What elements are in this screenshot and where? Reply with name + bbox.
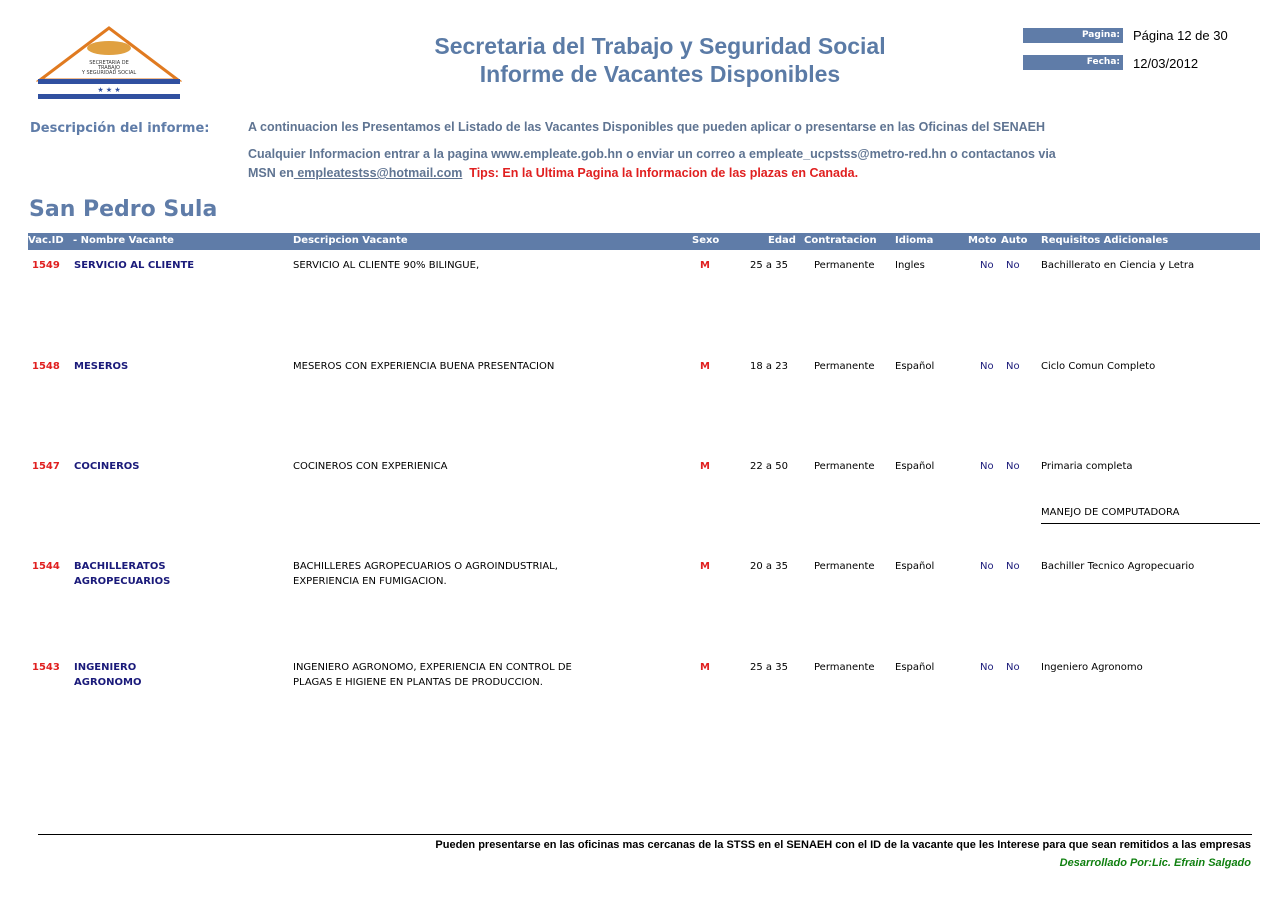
cell-auto: No	[1006, 561, 1020, 572]
table-header	[28, 233, 1260, 250]
col-name: - Nombre Vacante	[73, 235, 174, 246]
cell-contratacion: Permanente	[814, 461, 875, 472]
fecha-label: Fecha:	[1023, 55, 1123, 70]
pagina-value: Página 12 de 30	[1133, 28, 1228, 43]
cell-name: SERVICIO AL CLIENTE	[74, 260, 195, 271]
cell-req: Ingeniero Agronomo	[1041, 662, 1143, 673]
footer-divider	[38, 834, 1252, 835]
report-title: Secretaria del Trabajo y Seguridad Social	[434, 33, 886, 59]
cell-auto: No	[1006, 662, 1020, 673]
cell-contratacion: Permanente	[814, 361, 875, 372]
cell-req-extra: MANEJO DE COMPUTADORA	[1041, 505, 1260, 524]
cell-sexo: M	[700, 561, 710, 572]
city-heading: San Pedro Sula	[29, 197, 218, 222]
cell-req: Bachiller Tecnico Agropecuario	[1041, 561, 1195, 572]
email-link[interactable]: empleatestss@hotmail.com	[293, 166, 463, 180]
fecha-value: 12/03/2012	[1133, 56, 1199, 71]
cell-req: Primaria completa	[1041, 461, 1133, 472]
svg-text:Y SEGURIDAD SOCIAL: Y SEGURIDAD SOCIAL	[81, 70, 137, 76]
tips-text: Tips: En la Ultima Pagina la Informacion de las plazas en Canada.	[469, 166, 859, 180]
cell-idioma: Español	[895, 461, 935, 472]
cell-contratacion: Permanente	[814, 260, 875, 271]
msn-prefix: MSN en	[248, 166, 294, 180]
cell-id: 1543	[32, 662, 60, 673]
description-line1: A continuacion les Presentamos el Listado de las Vacantes Disponibles que pueden aplicar o presentarse en las Oficinas del SENAEH	[248, 120, 1046, 134]
logo	[36, 26, 182, 102]
cell-moto: No	[980, 361, 994, 372]
cell-name: BACHILLERATOS AGROPECUARIOS	[74, 561, 171, 587]
col-idioma: Idioma	[895, 235, 934, 246]
cell-auto: No	[1006, 260, 1020, 271]
table-row	[0, 258, 1280, 348]
cell-desc: INGENIERO AGRONOMO, EXPERIENCIA EN CONTROL DE PLAGAS E HIGIENE EN PLANTAS DE PRODUCCION.	[293, 662, 572, 688]
col-auto: Auto	[1001, 235, 1028, 246]
cell-desc: SERVICIO AL CLIENTE 90% BILINGUE,	[293, 260, 480, 271]
description-line2: Cualquier Informacion entrar a la pagina www.empleate.gob.hn o enviar un correo a empleate_ucpstss@metro-red.hn o contactanos via	[248, 147, 1056, 161]
description-line3	[248, 166, 858, 180]
cell-idioma: Español	[895, 361, 935, 372]
cell-desc: COCINEROS CON EXPERIENICA	[293, 461, 448, 472]
svg-text:TRABAJO: TRABAJO	[97, 65, 121, 71]
cell-sexo: M	[700, 662, 710, 673]
cell-desc: BACHILLERES AGROPECUARIOS O AGROINDUSTRIAL, EXPERIENCIA EN FUMIGACION.	[293, 561, 558, 587]
cell-contratacion: Permanente	[814, 662, 875, 673]
cell-auto: No	[1006, 461, 1020, 472]
cell-edad: 25 a 35	[750, 260, 788, 271]
cell-auto: No	[1006, 361, 1020, 372]
cell-sexo: M	[700, 260, 710, 271]
cell-desc: MESEROS CON EXPERIENCIA BUENA PRESENTACION	[293, 361, 555, 372]
description-label: Descripción del informe:	[30, 121, 210, 136]
col-moto: Moto	[968, 235, 997, 246]
col-id: Vac.ID	[28, 235, 64, 246]
table-row	[0, 660, 1280, 750]
svg-text:★ ★ ★: ★ ★ ★	[97, 86, 121, 94]
cell-name: INGENIERO AGRONOMO	[74, 662, 142, 688]
cell-edad: 25 a 35	[750, 662, 788, 673]
cell-id: 1549	[32, 260, 60, 271]
cell-contratacion: Permanente	[814, 561, 875, 572]
table-row	[0, 459, 1280, 549]
col-req: Requisitos Adicionales	[1041, 235, 1169, 246]
footer-credit: Desarrollado Por:Lic. Efrain Salgado	[1059, 857, 1251, 869]
cell-edad: 18 a 23	[750, 361, 788, 372]
cell-id: 1548	[32, 361, 60, 372]
cell-edad: 20 a 35	[750, 561, 788, 572]
cell-id: 1547	[32, 461, 60, 472]
cell-idioma: Ingles	[895, 260, 925, 271]
cell-sexo: M	[700, 361, 710, 372]
cell-req: Ciclo Comun Completo	[1041, 361, 1156, 372]
cell-moto: No	[980, 461, 994, 472]
cell-name: COCINEROS	[74, 461, 140, 472]
cell-name: MESEROS	[74, 361, 129, 372]
report-subtitle: Informe de Vacantes Disponibles	[479, 61, 841, 87]
cell-idioma: Español	[895, 662, 935, 673]
col-desc: Descripcion Vacante	[293, 235, 408, 246]
cell-moto: No	[980, 561, 994, 572]
svg-text:SECRETARIA DE: SECRETARIA DE	[89, 60, 129, 66]
col-sexo: Sexo	[692, 235, 720, 246]
cell-moto: No	[980, 260, 994, 271]
cell-idioma: Español	[895, 561, 935, 572]
col-contratacion: Contratacion	[804, 235, 877, 246]
table-row	[0, 559, 1280, 649]
cell-sexo: M	[700, 461, 710, 472]
cell-id: 1544	[32, 561, 60, 572]
cell-moto: No	[980, 662, 994, 673]
footer-note: Pueden presentarse en las oficinas mas cercanas de la STSS en el SENAEH con el ID de la vacante que les Interese para que sean remitidos a las empresas	[435, 839, 1251, 851]
cell-edad: 22 a 50	[750, 461, 788, 472]
pagina-label: Pagina:	[1023, 28, 1123, 43]
col-edad: Edad	[768, 235, 796, 246]
cell-req: Bachillerato en Ciencia y Letra	[1041, 260, 1195, 271]
table-row	[0, 359, 1280, 449]
